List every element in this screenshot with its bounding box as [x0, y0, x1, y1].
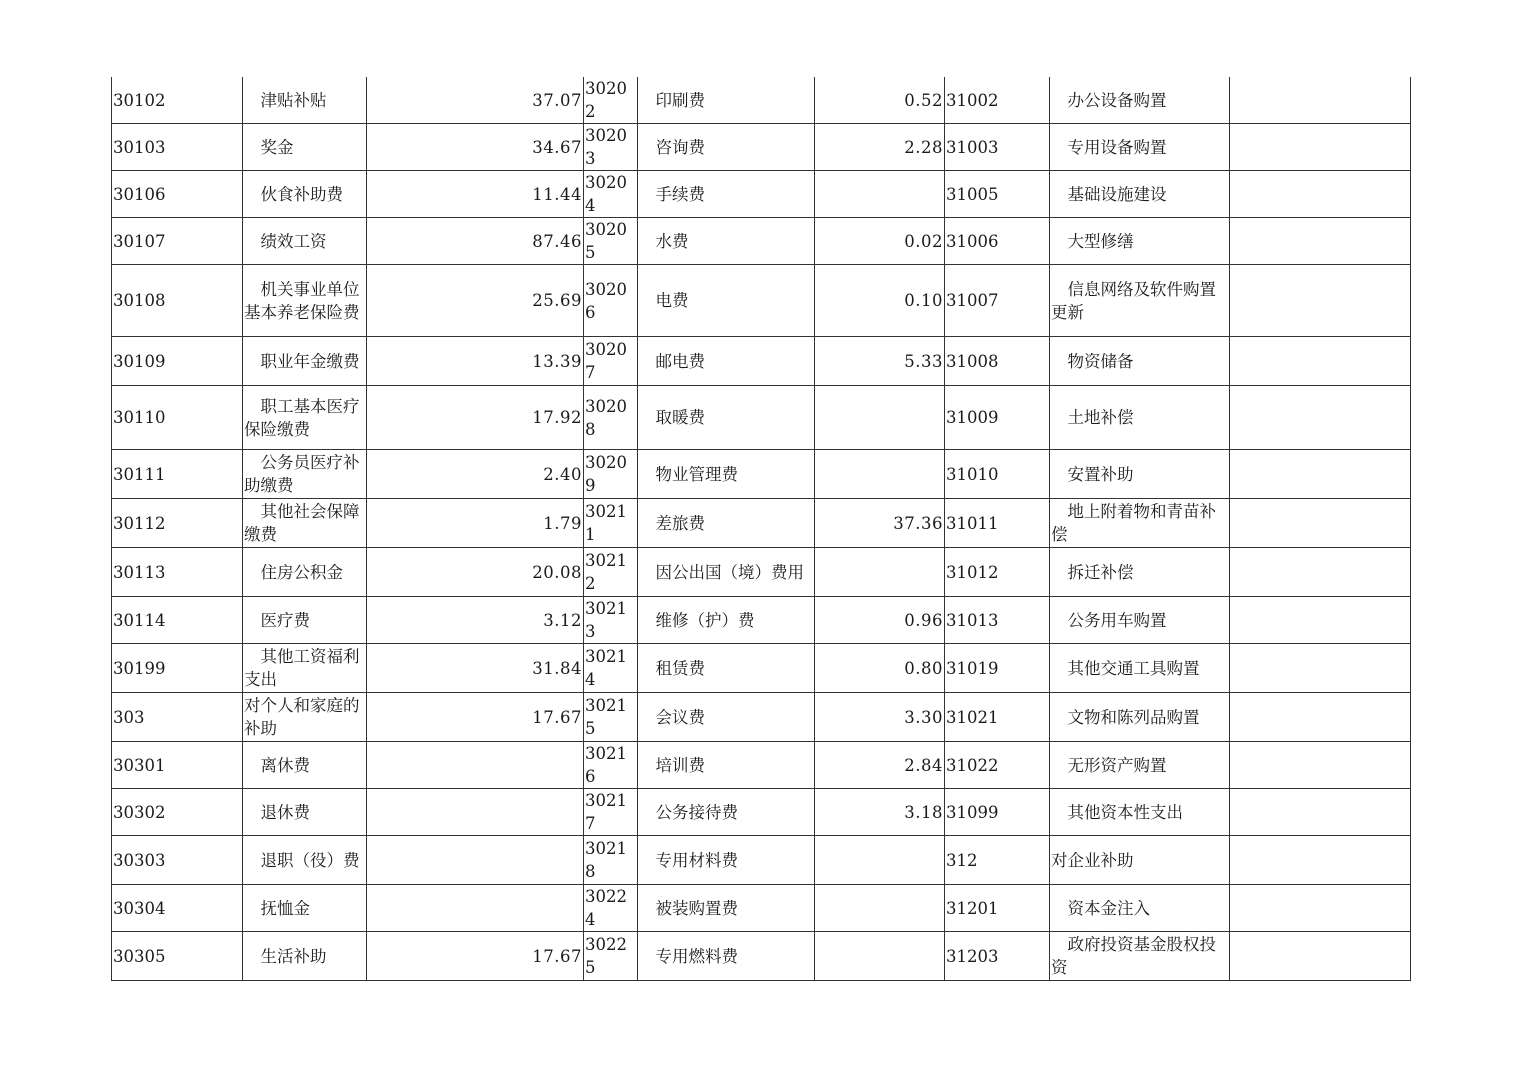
amount-cell	[1230, 265, 1411, 337]
item-name-cell: 印刷费	[638, 77, 815, 124]
item-name-cell: 住房公积金	[243, 548, 367, 597]
table-row	[112, 836, 1411, 885]
item-code-cell: 31021	[945, 693, 1050, 742]
item-code-cell: 30108	[112, 265, 243, 337]
item-name-cell: 安置补助	[1050, 450, 1230, 499]
amount-cell	[815, 450, 945, 499]
amount-cell: 13.39	[367, 337, 584, 386]
item-code-cell: 30107	[112, 218, 243, 265]
amount-cell	[1230, 693, 1411, 742]
item-code-cell: 31010	[945, 450, 1050, 499]
table-row	[112, 693, 1411, 742]
item-code-cell: 31006	[945, 218, 1050, 265]
item-code-cell: 30304	[112, 885, 243, 932]
item-code-cell: 30205	[584, 218, 638, 265]
item-name-cell: 离休费	[243, 742, 367, 789]
table-row	[112, 171, 1411, 218]
table-row	[112, 548, 1411, 597]
item-name-cell: 因公出国（境）费用	[638, 548, 815, 597]
item-name-cell: 生活补助	[243, 932, 367, 981]
item-name-cell: 专用设备购置	[1050, 124, 1230, 171]
table-row	[112, 644, 1411, 693]
amount-cell	[1230, 499, 1411, 548]
item-code-cell: 30301	[112, 742, 243, 789]
amount-cell: 37.07	[367, 77, 584, 124]
item-name-cell: 奖金	[243, 124, 367, 171]
amount-cell	[1230, 597, 1411, 644]
amount-cell: 31.84	[367, 644, 584, 693]
table-row	[112, 885, 1411, 932]
amount-cell: 17.67	[367, 693, 584, 742]
amount-cell	[1230, 171, 1411, 218]
amount-cell: 3.30	[815, 693, 945, 742]
item-name-cell: 维修（护）费	[638, 597, 815, 644]
amount-cell	[1230, 337, 1411, 386]
item-name-cell: 其他交通工具购置	[1050, 644, 1230, 693]
item-name-cell: 信息网络及软件购置更新	[1050, 265, 1230, 337]
item-name-cell: 专用材料费	[638, 836, 815, 885]
table-row	[112, 597, 1411, 644]
item-name-cell: 物资储备	[1050, 337, 1230, 386]
item-code-cell: 31019	[945, 644, 1050, 693]
amount-cell	[1230, 218, 1411, 265]
item-name-cell: 职工基本医疗保险缴费	[243, 386, 367, 450]
amount-cell	[1230, 644, 1411, 693]
item-code-cell: 30218	[584, 836, 638, 885]
item-code-cell: 30303	[112, 836, 243, 885]
item-name-cell: 基础设施建设	[1050, 171, 1230, 218]
item-code-cell: 303	[112, 693, 243, 742]
item-name-cell: 租赁费	[638, 644, 815, 693]
item-name-cell: 退职（役）费	[243, 836, 367, 885]
amount-cell: 0.96	[815, 597, 945, 644]
item-code-cell: 30114	[112, 597, 243, 644]
item-code-cell: 31007	[945, 265, 1050, 337]
amount-cell: 2.84	[815, 742, 945, 789]
amount-cell: 1.79	[367, 499, 584, 548]
amount-cell	[1230, 885, 1411, 932]
amount-cell	[367, 836, 584, 885]
item-code-cell: 30224	[584, 885, 638, 932]
item-code-cell: 30212	[584, 548, 638, 597]
table-row	[112, 742, 1411, 789]
item-name-cell: 资本金注入	[1050, 885, 1230, 932]
table-row	[112, 789, 1411, 836]
amount-cell: 5.33	[815, 337, 945, 386]
amount-cell	[367, 885, 584, 932]
amount-cell	[1230, 450, 1411, 499]
item-name-cell: 津贴补贴	[243, 77, 367, 124]
item-name-cell: 会议费	[638, 693, 815, 742]
item-name-cell: 政府投资基金股权投资	[1050, 932, 1230, 981]
item-name-cell: 其他工资福利支出	[243, 644, 367, 693]
item-code-cell: 30225	[584, 932, 638, 981]
amount-cell	[815, 548, 945, 597]
amount-cell: 0.80	[815, 644, 945, 693]
amount-cell: 2.40	[367, 450, 584, 499]
item-name-cell: 抚恤金	[243, 885, 367, 932]
item-code-cell: 30103	[112, 124, 243, 171]
item-code-cell: 30109	[112, 337, 243, 386]
amount-cell: 34.67	[367, 124, 584, 171]
amount-cell	[1230, 836, 1411, 885]
amount-cell: 0.52	[815, 77, 945, 124]
item-code-cell: 30199	[112, 644, 243, 693]
item-code-cell: 30106	[112, 171, 243, 218]
amount-cell	[1230, 124, 1411, 171]
amount-cell	[1230, 789, 1411, 836]
table-row	[112, 124, 1411, 171]
table-row	[112, 499, 1411, 548]
item-name-cell: 物业管理费	[638, 450, 815, 499]
item-code-cell: 31011	[945, 499, 1050, 548]
item-name-cell: 绩效工资	[243, 218, 367, 265]
item-code-cell: 30111	[112, 450, 243, 499]
item-code-cell: 30208	[584, 386, 638, 450]
item-name-cell: 退休费	[243, 789, 367, 836]
amount-cell: 17.92	[367, 386, 584, 450]
table-row	[112, 932, 1411, 981]
item-code-cell: 30110	[112, 386, 243, 450]
item-name-cell: 公务用车购置	[1050, 597, 1230, 644]
item-code-cell: 31002	[945, 77, 1050, 124]
amount-cell	[815, 171, 945, 218]
amount-cell	[815, 932, 945, 981]
item-name-cell: 公务接待费	[638, 789, 815, 836]
item-name-cell: 公务员医疗补助缴费	[243, 450, 367, 499]
item-name-cell: 办公设备购置	[1050, 77, 1230, 124]
item-name-cell: 无形资产购置	[1050, 742, 1230, 789]
amount-cell: 87.46	[367, 218, 584, 265]
item-code-cell: 312	[945, 836, 1050, 885]
item-code-cell: 30216	[584, 742, 638, 789]
item-code-cell: 30102	[112, 77, 243, 124]
item-code-cell: 30204	[584, 171, 638, 218]
expenditure-table	[111, 77, 1411, 981]
item-name-cell: 拆迁补偿	[1050, 548, 1230, 597]
item-code-cell: 31009	[945, 386, 1050, 450]
item-code-cell: 30113	[112, 548, 243, 597]
table-row	[112, 77, 1411, 124]
item-name-cell: 其他资本性支出	[1050, 789, 1230, 836]
item-name-cell: 邮电费	[638, 337, 815, 386]
amount-cell: 37.36	[815, 499, 945, 548]
item-name-cell: 大型修缮	[1050, 218, 1230, 265]
item-name-cell: 职业年金缴费	[243, 337, 367, 386]
item-name-cell: 专用燃料费	[638, 932, 815, 981]
item-name-cell: 咨询费	[638, 124, 815, 171]
amount-cell: 0.02	[815, 218, 945, 265]
item-name-cell: 对个人和家庭的补助	[243, 693, 367, 742]
item-name-cell: 伙食补助费	[243, 171, 367, 218]
item-name-cell: 地上附着物和青苗补偿	[1050, 499, 1230, 548]
item-code-cell: 30209	[584, 450, 638, 499]
amount-cell: 3.18	[815, 789, 945, 836]
item-name-cell: 医疗费	[243, 597, 367, 644]
item-name-cell: 文物和陈列品购置	[1050, 693, 1230, 742]
item-name-cell: 被装购置费	[638, 885, 815, 932]
amount-cell: 2.28	[815, 124, 945, 171]
amount-cell	[1230, 548, 1411, 597]
amount-cell	[367, 742, 584, 789]
item-name-cell: 其他社会保障缴费	[243, 499, 367, 548]
item-code-cell: 31008	[945, 337, 1050, 386]
item-code-cell: 30206	[584, 265, 638, 337]
item-code-cell: 30203	[584, 124, 638, 171]
amount-cell	[1230, 742, 1411, 789]
amount-cell	[815, 836, 945, 885]
item-code-cell: 30112	[112, 499, 243, 548]
amount-cell	[1230, 77, 1411, 124]
amount-cell: 25.69	[367, 265, 584, 337]
item-name-cell: 手续费	[638, 171, 815, 218]
item-name-cell: 土地补偿	[1050, 386, 1230, 450]
item-code-cell: 30211	[584, 499, 638, 548]
item-name-cell: 对企业补助	[1050, 836, 1230, 885]
table-row	[112, 218, 1411, 265]
item-name-cell: 电费	[638, 265, 815, 337]
item-name-cell: 水费	[638, 218, 815, 265]
amount-cell	[815, 386, 945, 450]
item-name-cell: 取暖费	[638, 386, 815, 450]
table-row	[112, 450, 1411, 499]
item-code-cell: 31005	[945, 171, 1050, 218]
item-code-cell: 30217	[584, 789, 638, 836]
table-row	[112, 265, 1411, 337]
amount-cell	[1230, 932, 1411, 981]
amount-cell	[367, 789, 584, 836]
amount-cell: 3.12	[367, 597, 584, 644]
item-code-cell: 30302	[112, 789, 243, 836]
item-code-cell: 31203	[945, 932, 1050, 981]
amount-cell	[1230, 386, 1411, 450]
item-code-cell: 31099	[945, 789, 1050, 836]
table-row	[112, 337, 1411, 386]
amount-cell: 20.08	[367, 548, 584, 597]
item-code-cell: 31003	[945, 124, 1050, 171]
item-code-cell: 31201	[945, 885, 1050, 932]
item-code-cell: 31013	[945, 597, 1050, 644]
item-name-cell: 机关事业单位基本养老保险费	[243, 265, 367, 337]
item-code-cell: 30214	[584, 644, 638, 693]
amount-cell: 17.67	[367, 932, 584, 981]
amount-cell: 11.44	[367, 171, 584, 218]
item-code-cell: 31012	[945, 548, 1050, 597]
table-body	[112, 77, 1411, 981]
item-code-cell: 30213	[584, 597, 638, 644]
item-code-cell: 30305	[112, 932, 243, 981]
amount-cell	[815, 885, 945, 932]
item-name-cell: 差旅费	[638, 499, 815, 548]
table-row	[112, 386, 1411, 450]
amount-cell: 0.10	[815, 265, 945, 337]
item-code-cell: 30207	[584, 337, 638, 386]
item-code-cell: 31022	[945, 742, 1050, 789]
item-name-cell: 培训费	[638, 742, 815, 789]
item-code-cell: 30215	[584, 693, 638, 742]
item-code-cell: 30202	[584, 77, 638, 124]
